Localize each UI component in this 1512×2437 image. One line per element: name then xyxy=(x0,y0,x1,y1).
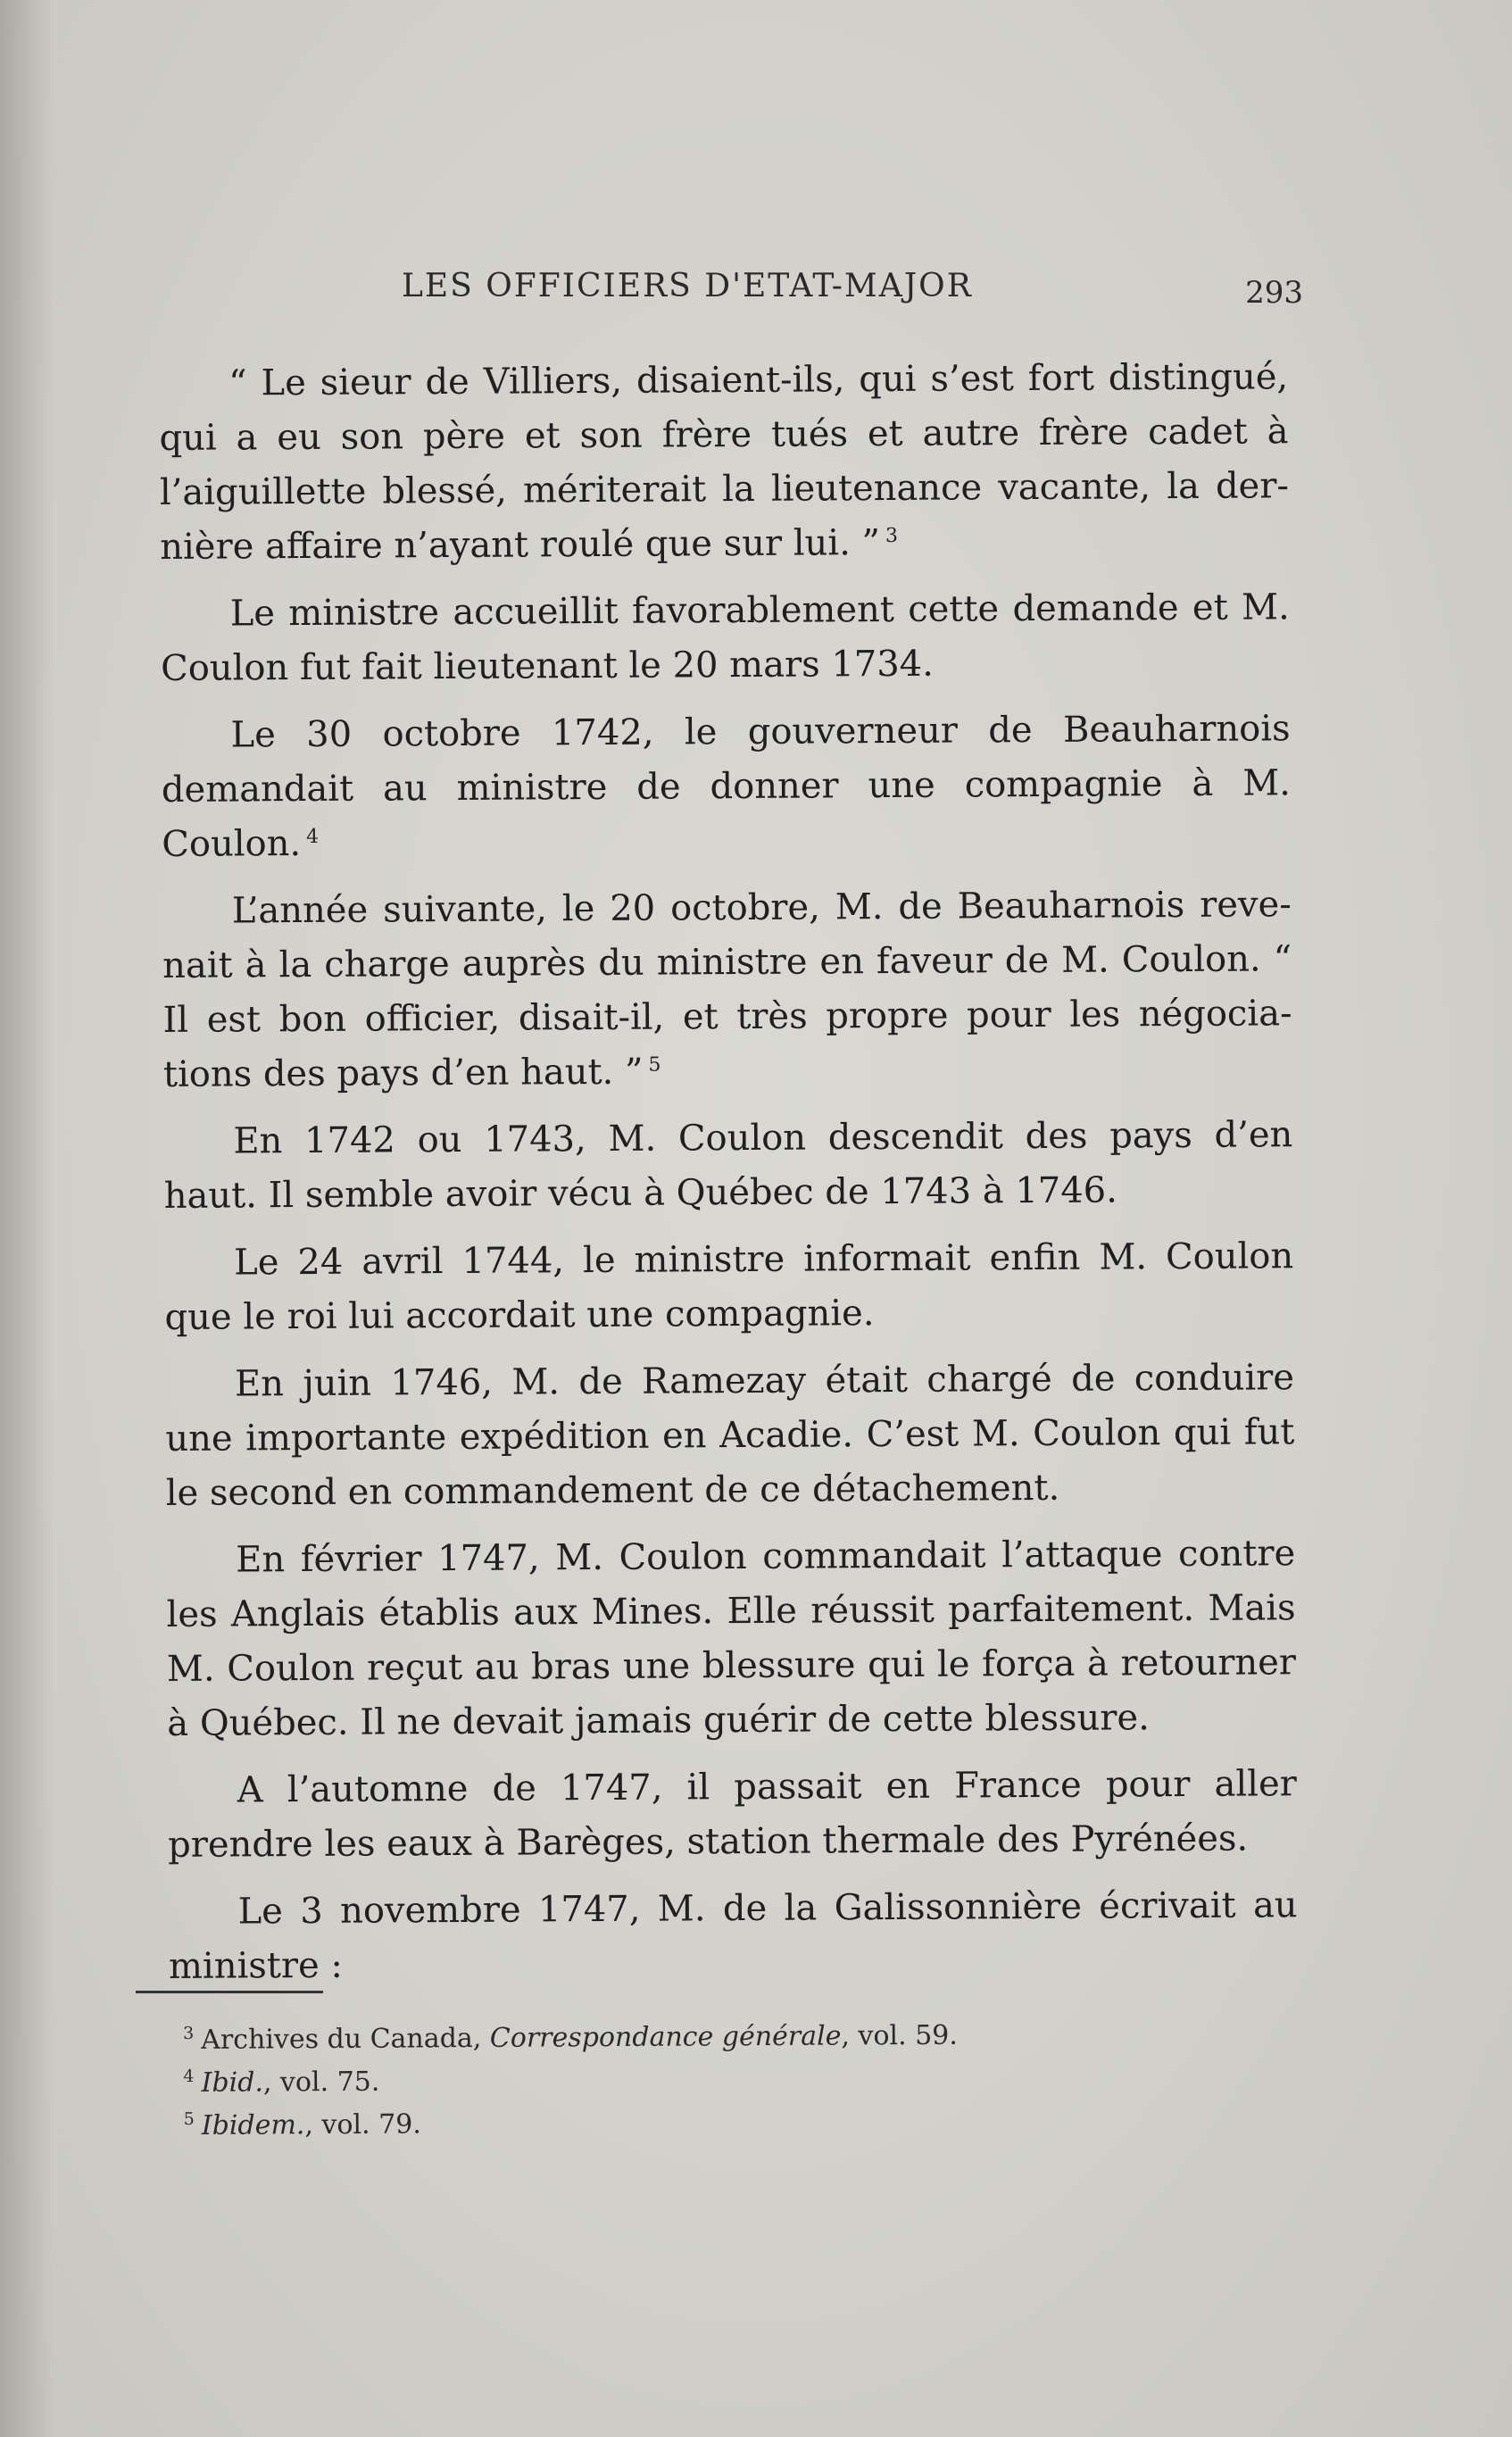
paragraph: A l’automne de 1747, il passait en France pour aller prendre les eaux à Barèges, station thermale des Pyrénées. xyxy=(168,1763,1297,1866)
page-header xyxy=(161,268,1321,321)
footnote xyxy=(184,2099,1166,2148)
paragraph: L’année suivante, le 20 octobre, M. de Beauharnois revenait à la charge auprès du ministre en faveur de M. Coulon. “ Il est bon officier, disait-il, et très propre pour les négociations des pays d’en haut. ” $^5$ xyxy=(162,884,1292,1095)
footnote-tail: , vol. 79. xyxy=(304,2108,421,2142)
paragraph: Le ministre accueillit favorablement cette demande et M. Coulon fut fait lieutenant le 20 mars 1734. xyxy=(160,586,1290,689)
footnote-number: 4 xyxy=(183,2066,195,2086)
footnote xyxy=(183,2056,1165,2105)
paragraph: En 1742 ou 1743, M. Coulon descendit des pays d’en haut. Il semble avoir vécu à Québec de 1743 à 1746. xyxy=(163,1114,1293,1217)
footnote-number: 3 xyxy=(183,2023,195,2043)
footnote-source: Archives du Canada, xyxy=(201,2022,482,2056)
footnote-tail: , vol. 59. xyxy=(841,2019,958,2052)
gutter-shadow xyxy=(0,0,54,2437)
footnote-rule xyxy=(136,1991,323,1993)
footnote-title: Correspondance générale xyxy=(489,2020,842,2054)
body-text xyxy=(159,350,1298,2007)
paragraph: Le 24 avril 1744, le ministre informait enfin M. Coulon que le roi lui accordait une compagnie. xyxy=(164,1235,1294,1338)
paragraph: “ Le sieur de Villiers, disaient-ils, qui s’est fort distingué, qui a eu son père et son frère tués et autre frère cadet à l’aiguillette blessé, mériterait la lieutenance vacante, la dernière affaire n’ayant roulé que sur lui. ” $^3$ xyxy=(159,356,1290,568)
footnote-title: Ibidem. xyxy=(201,2109,305,2142)
paragraph: En février 1747, M. Coulon commandait l’attaque contre les Anglais établis aux Mines. Elle réussit parfaitement. Mais M. Coulon reçut au bras une blessure qui le força à retourner à Québec. Il ne devait jamais guérir de cette blessure. xyxy=(166,1533,1297,1744)
page-number: 293 xyxy=(1245,275,1303,311)
footnote-ref: 5 xyxy=(648,1053,661,1077)
running-title: LES OFFICIERS D'ETAT-MAJOR xyxy=(402,268,973,304)
paragraph: Le 3 novembre 1747, M. de la Galissonnière écrivait au ministre : xyxy=(168,1884,1298,1987)
footnotes xyxy=(183,2013,1166,2148)
footnote-ref: 3 xyxy=(885,524,899,547)
footnote-ref: 4 xyxy=(306,825,320,848)
paragraph: En juin 1746, M. de Ramezay était chargé de conduire une importante expédition en Acadie. C’est M. Coulon qui fut le second en commandement de ce détachement. xyxy=(165,1357,1295,1514)
paragraph: Le 30 octobre 1742, le gouverneur de Beauharnois demandait au ministre de donner une compagnie à M. Coulon. $^4$ xyxy=(161,708,1292,865)
footnote xyxy=(183,2013,1165,2062)
footnote-number: 5 xyxy=(183,2108,195,2129)
footnote-title: Ibid. xyxy=(201,2067,264,2099)
footnote-tail: , vol. 75. xyxy=(262,2066,380,2099)
